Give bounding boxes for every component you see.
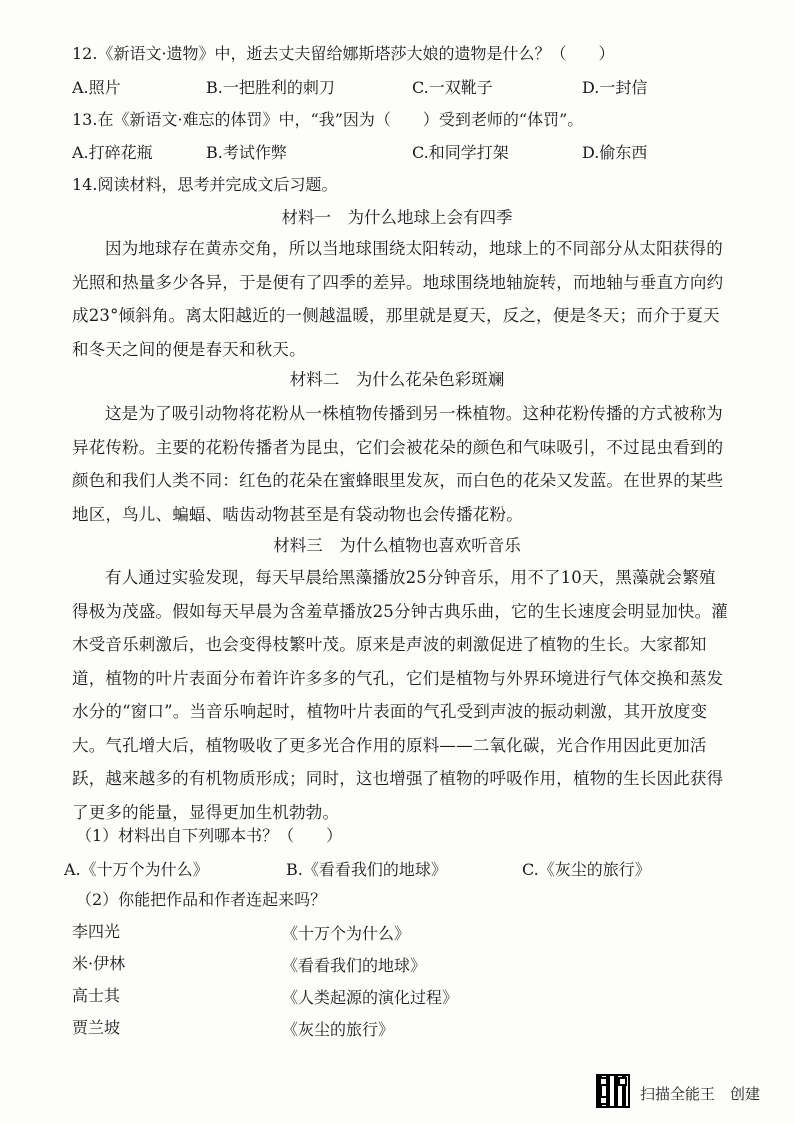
question-13-option-a[interactable]: A.打碎花瓶 xyxy=(72,143,153,162)
watermark-text: 扫描全能王 创建 xyxy=(640,1085,761,1103)
author-2[interactable]: 米·伊林 xyxy=(72,954,126,973)
work-1[interactable]: 《十万个为什么》 xyxy=(282,924,411,943)
question-13-option-c[interactable]: C.和同学打架 xyxy=(412,143,509,162)
work-3[interactable]: 《人类起源的演化过程》 xyxy=(282,988,459,1007)
question-12-option-d[interactable]: D.一封信 xyxy=(582,78,648,97)
question-13-option-b[interactable]: B.考试作弊 xyxy=(206,143,287,162)
material-3-title: 材料三 为什么植物也喜欢听音乐 xyxy=(273,536,521,555)
question-12-option-c[interactable]: C.一双靴子 xyxy=(412,78,493,97)
author-3[interactable]: 高士其 xyxy=(72,986,121,1005)
sub-question-1-option-b[interactable]: B.《看看我们的地球》 xyxy=(286,860,447,879)
sub-question-1-option-a[interactable]: A.《十万个为什么》 xyxy=(64,860,209,879)
question-13-option-d[interactable]: D.偷东西 xyxy=(582,143,648,162)
author-4[interactable]: 贾兰坡 xyxy=(72,1018,121,1037)
sub-question-1-stem: （1）材料出自下列哪本书？（ ） xyxy=(76,826,343,845)
work-4[interactable]: 《灰尘的旅行》 xyxy=(282,1020,395,1039)
material-2-text: 这是为了吸引动物将花粉从一株植物传播到另一株植物。这种花粉传播的方式被称为异花传粉。主要的花粉传播者为昆虫，它们会被花朵的颜色和气味吸引，不过昆虫看到的颜色和我们人类不同：红色的花朵在蜜蜂眼里发灰，而白色的花朵又发蓝。在世界的某些地区，鸟儿、蝙蝠、啮齿动物甚至是有袋动物也会传播花粉。 xyxy=(72,404,724,524)
material-3-text: 有人通过实验发现，每天早晨给黑藻播放25分钟音乐，用不了10天，黑藻就会繁殖得极为茂盛。假如每天早晨为含羞草播放25分钟古典乐曲，它的生长速度会明显加快。灌木受音乐刺激后，也会变得枝繁叶茂。原来是声波的刺激促进了植物的生长。大家都知道，植物的叶片表面分布着许许多多的气孔，它们是植物与外界环境进行气体交换和蒸发水分的“窗口”。当音乐响起时，植物叶片表面的气孔受到声波的振动刺激，其开放度变大。气孔增大后，植物吸收了更多光合作用的原料——二氧化碳，光合作用因此更加活跃，越来越多的有机物质形成；同时，这也增强了植物的呼吸作用，植物的生长因此获得了更多的能量，显得更加生机勃勃。 xyxy=(72,568,728,822)
question-12-option-b[interactable]: B.一把胜利的刺刀 xyxy=(206,78,335,97)
work-2[interactable]: 《看看我们的地球》 xyxy=(282,956,427,975)
material-1-title: 材料一 为什么地球上会有四季 xyxy=(281,208,513,227)
scanner-watermark xyxy=(596,1074,786,1110)
author-1[interactable]: 李四光 xyxy=(72,922,121,941)
material-1-text: 因为地球存在黄赤交角，所以当地球围绕太阳转动，地球上的不同部分从太阳获得的光照和热量多少各异，于是便有了四季的差异。地球围绕地轴旋转，而地轴与垂直方向约成23°倾斜角。离太阳越近的一侧越温暖，那里就是夏天，反之，便是冬天；而介于夏天和冬天之间的便是春天和秋天。 xyxy=(72,239,724,359)
sub-question-2-stem: （2）你能把作品和作者连起来吗？ xyxy=(76,890,327,909)
question-13-stem: 13.在《新语文·难忘的体罚》中，“我”因为（ ）受到老师的“体罚”。 xyxy=(72,110,584,129)
question-12-option-a[interactable]: A.照片 xyxy=(72,78,121,97)
qr-code-icon xyxy=(596,1074,630,1108)
question-12-stem: 12.《新语文·遗物》中，逝去丈夫留给娜斯塔莎大娘的遗物是什么？（ ） xyxy=(72,44,615,63)
material-2-title: 材料二 为什么花朵色彩斑斓 xyxy=(289,370,505,389)
question-14-stem: 14.阅读材料，思考并完成文后习题。 xyxy=(72,175,338,194)
sub-question-1-option-c[interactable]: C.《灰尘的旅行》 xyxy=(522,860,651,879)
